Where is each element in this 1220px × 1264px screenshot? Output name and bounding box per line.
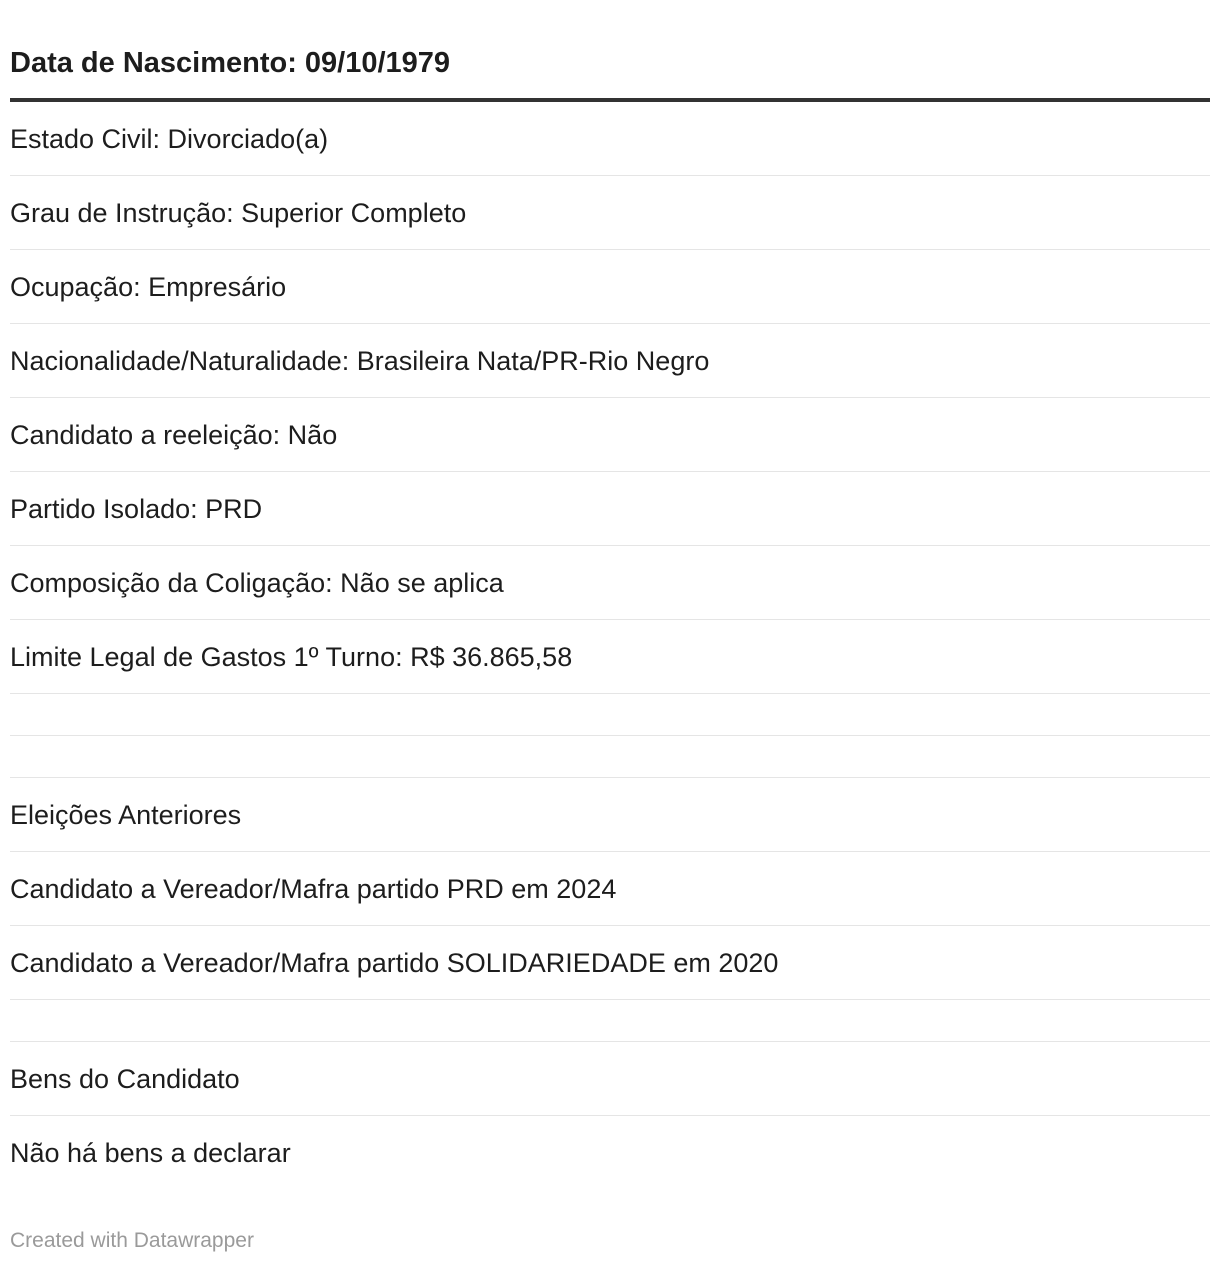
table-row xyxy=(10,1116,1210,1189)
table-row xyxy=(10,176,1210,250)
row-estado-civil: Estado Civil: Divorciado(a) xyxy=(10,124,329,154)
table-row xyxy=(10,102,1210,176)
row-limite-gastos: Limite Legal de Gastos 1º Turno: R$ 36.865,58 xyxy=(10,642,573,672)
row-partido: Partido Isolado: PRD xyxy=(10,494,263,524)
row-grau-instrucao: Grau de Instrução: Superior Completo xyxy=(10,198,467,228)
table-row xyxy=(10,324,1210,398)
row-bens-candidato: Bens do Candidato xyxy=(10,1064,240,1094)
table-row xyxy=(10,546,1210,620)
row-nacionalidade: Nacionalidade/Naturalidade: Brasileira Nata/PR-Rio Negro xyxy=(10,346,710,376)
table-header xyxy=(10,0,1210,102)
table-row-empty xyxy=(10,1000,1210,1042)
table-row xyxy=(10,398,1210,472)
row-eleicao-2020: Candidato a Vereador/Mafra partido SOLIDARIEDADE em 2020 xyxy=(10,948,779,978)
row-eleicao-2024: Candidato a Vereador/Mafra partido PRD em 2024 xyxy=(10,874,617,904)
row-ocupacao: Ocupação: Empresário xyxy=(10,272,287,302)
table-row xyxy=(10,472,1210,546)
header-title: Data de Nascimento: 09/10/1979 xyxy=(10,47,451,79)
table-row xyxy=(10,778,1210,852)
table-row xyxy=(10,620,1210,694)
row-eleicoes-anteriores: Eleições Anteriores xyxy=(10,800,242,830)
table-row xyxy=(10,250,1210,324)
table-row xyxy=(10,926,1210,1000)
datawrapper-credit: Created with Datawrapper xyxy=(10,1229,254,1252)
candidate-info-table xyxy=(10,0,1210,1189)
table-row-empty xyxy=(10,736,1210,778)
table-row xyxy=(10,1042,1210,1116)
row-bens-declarar: Não há bens a declarar xyxy=(10,1138,291,1168)
row-coligacao: Composição da Coligação: Não se aplica xyxy=(10,568,504,598)
row-reeleicao: Candidato a reeleição: Não xyxy=(10,420,338,450)
table-row-empty xyxy=(10,694,1210,736)
table-row xyxy=(10,852,1210,926)
